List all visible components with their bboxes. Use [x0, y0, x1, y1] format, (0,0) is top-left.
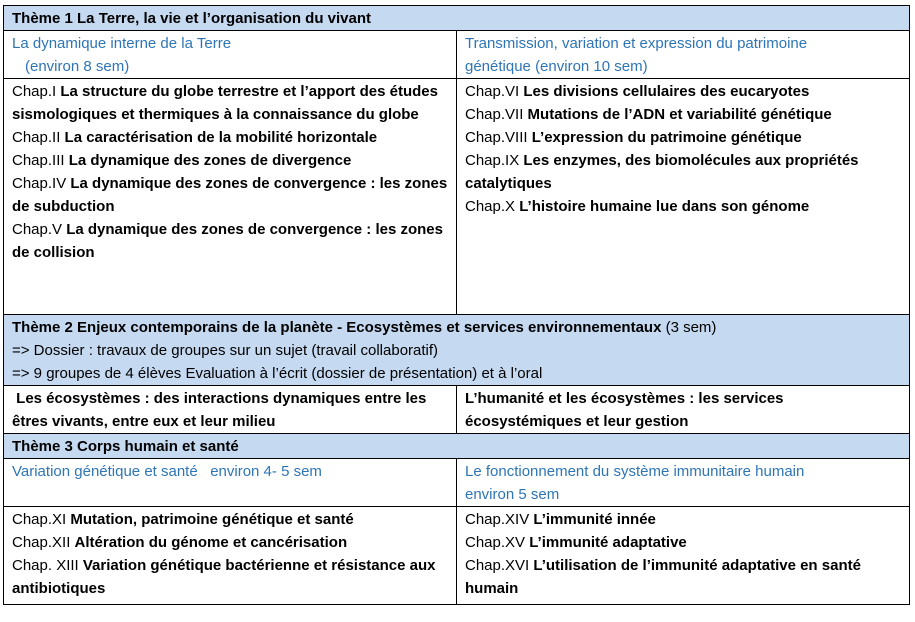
chapter-title: Variation génétique bactérienne et résistance aux antibiotiques: [12, 557, 436, 597]
chapter-number: Chap.III: [12, 152, 69, 169]
theme3-right-heading-line2: environ 5 sem: [465, 486, 560, 503]
chapter-number: Chap. XIII: [12, 557, 83, 574]
theme3-title: Thème 3 Corps humain et santé: [12, 438, 239, 455]
chapter-item: [12, 126, 448, 149]
chapter-number: Chap.VI: [465, 83, 524, 100]
chapter-title: Altération du génome et cancérisation: [74, 534, 348, 551]
theme3-header: [4, 434, 910, 459]
theme2-line1: => Dossier : travaux de groupes sur un sujet (travail collaboratif): [12, 342, 439, 359]
chapter-title: L’immunité innée: [533, 511, 656, 528]
theme3-right-heading-line1: Le fonctionnement du système immunitaire humain: [465, 463, 805, 480]
chapter-number: Chap.II: [12, 129, 65, 146]
curriculum-table: [3, 5, 910, 605]
chapter-number: Chap.XVI: [465, 557, 534, 574]
chapter-number: Chap.XV: [465, 534, 530, 551]
theme2-duration: (3 sem): [661, 319, 717, 336]
chapter-item: [465, 554, 901, 600]
chapter-title: L’expression du patrimoine génétique: [531, 129, 802, 146]
chapter-number: Chap.IX: [465, 152, 524, 169]
theme2-header: [4, 315, 910, 386]
chapter-item: [12, 554, 448, 600]
chapter-number: Chap.VIII: [465, 129, 532, 146]
chapter-number: Chap.XIV: [465, 511, 534, 528]
chapter-title: La dynamique des zones de convergence : les zones de collision: [12, 221, 443, 261]
theme1-left-heading-line1: La dynamique interne de la Terre: [12, 35, 232, 52]
chapter-number: Chap.I: [12, 83, 61, 100]
chapter-number: Chap.VII: [465, 106, 528, 123]
chapter-item: [465, 531, 901, 554]
theme2-right-topic: L’humanité et les écosystèmes : les services écosystémiques et leur gestion: [465, 390, 784, 430]
chapter-title: Les divisions cellulaires des eucaryotes: [523, 83, 810, 100]
theme2-title-text: Thème 2 Enjeux contemporains de la planète - Ecosystèmes et services environnementaux: [12, 319, 662, 336]
chapter-item: [12, 80, 448, 126]
theme1-right-heading-line1: Transmission, variation et expression du patrimoine: [465, 35, 808, 52]
chapter-title: Mutations de l’ADN et variabilité génétique: [527, 106, 832, 123]
chapter-title: Les enzymes, des biomolécules aux propriétés catalytiques: [465, 152, 859, 192]
theme1-right-heading-line2: génétique (environ 10 sem): [465, 58, 648, 75]
chapter-item: [12, 149, 448, 172]
theme1-right-heading: [457, 31, 910, 79]
chapter-title: L’histoire humaine lue dans son génome: [519, 198, 810, 215]
chapter-item: [465, 126, 901, 149]
theme1-left-heading-line2: (environ 8 sem): [25, 58, 130, 75]
theme3-right-chapters: [457, 507, 910, 605]
theme3-right-heading: [457, 459, 910, 507]
chapter-item: [465, 103, 901, 126]
theme3-left-heading: [4, 459, 457, 507]
theme2-line2: => 9 groupes de 4 élèves Evaluation à l’écrit (dossier de présentation) et à l’oral: [12, 365, 543, 382]
chapter-number: Chap.XII: [12, 534, 75, 551]
chapter-item: [465, 80, 901, 103]
chapter-number: Chap.XI: [12, 511, 71, 528]
theme2-title: [12, 316, 901, 339]
chapter-title: L’utilisation de l’immunité adaptative en santé humain: [465, 557, 861, 597]
chapter-item: [12, 218, 448, 264]
theme1-left-heading: [4, 31, 457, 79]
chapter-item: [465, 149, 901, 195]
chapter-title: La dynamique des zones de divergence: [68, 152, 352, 169]
theme3-left-chapters: [4, 507, 457, 605]
theme1-right-chapters: [457, 79, 910, 315]
chapter-number: Chap.X: [465, 198, 520, 215]
theme3-left-heading-text: Variation génétique et santé environ 4- 5 sem: [12, 463, 322, 480]
chapter-item: [465, 195, 901, 218]
theme1-left-chapters: [4, 79, 457, 315]
theme2-right-topic-cell: [457, 386, 910, 434]
chapter-item: [12, 172, 448, 218]
chapter-title: Mutation, patrimoine génétique et santé: [70, 511, 354, 528]
theme1-header: [4, 6, 910, 31]
chapter-item: [12, 531, 448, 554]
chapter-number: Chap.IV: [12, 175, 71, 192]
theme1-title: Thème 1 La Terre, la vie et l’organisation du vivant: [12, 10, 371, 27]
chapter-title: La structure du globe terrestre et l’apport des études sismologiques et thermiques à la connaissance du globe: [12, 83, 438, 123]
chapter-item: [465, 508, 901, 531]
chapter-title: L’immunité adaptative: [529, 534, 687, 551]
chapter-title: La dynamique des zones de convergence : les zones de subduction: [12, 175, 448, 215]
theme2-left-topic-cell: [4, 386, 457, 434]
chapter-item: [12, 508, 448, 531]
chapter-number: Chap.V: [12, 221, 67, 238]
chapter-title: La caractérisation de la mobilité horizontale: [64, 129, 378, 146]
theme2-left-topic: Les écosystèmes : des interactions dynamiques entre les êtres vivants, entre eux et leur milieu: [12, 390, 431, 430]
